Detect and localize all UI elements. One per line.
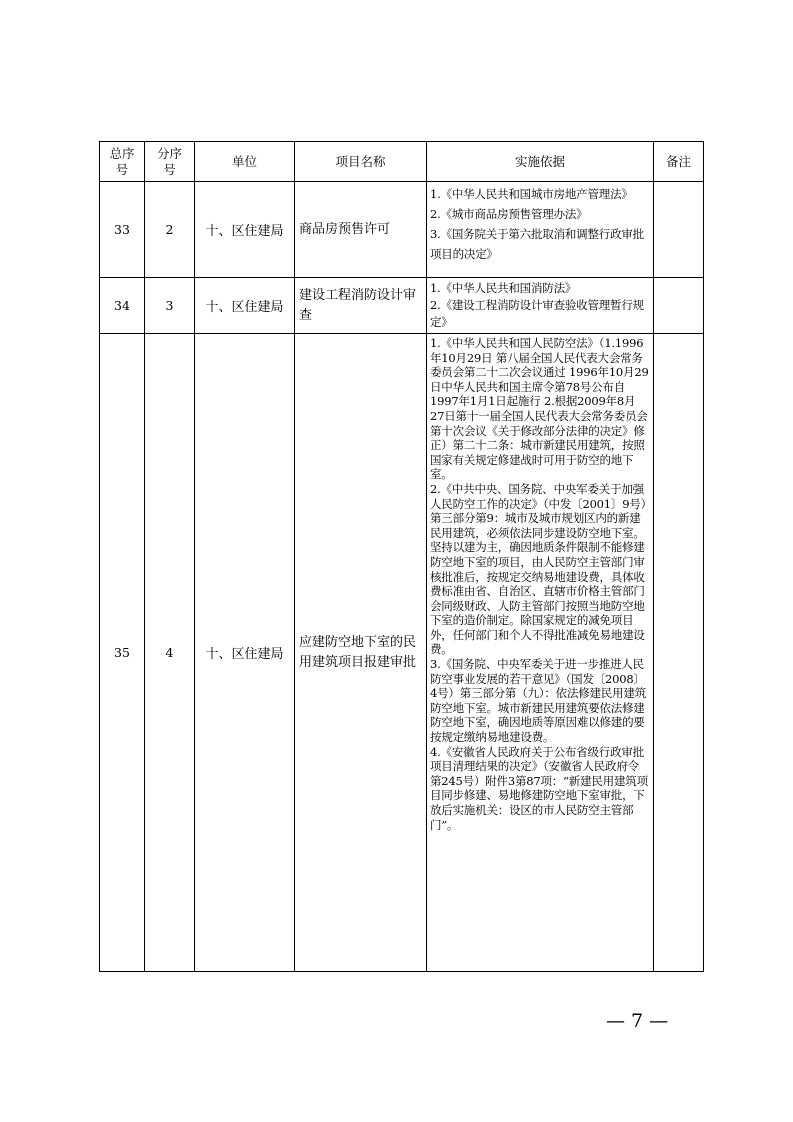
- total-no-cell: 34: [100, 278, 145, 334]
- remark-cell: [654, 182, 704, 278]
- header-remark: 备注: [654, 142, 704, 182]
- basis-cell: [427, 182, 654, 278]
- table-header-row: [100, 142, 704, 182]
- table-row: [100, 182, 704, 278]
- total-no-cell: 35: [100, 334, 145, 972]
- sub-no-cell: 2: [145, 182, 195, 278]
- page-number: — 7 —: [606, 1010, 669, 1032]
- basis-item: 1.《中华人民共和国消防法》: [430, 281, 577, 295]
- header-total-no: 总序号: [100, 142, 145, 182]
- basis-item: 1.《中华人民共和国人民防空法》（1.1996年10月29日 第八届全国人民代表大会常务委员会第二十二次会议通过 1996年10月29日中华人民共和国主席令第78号公布自1997年1月1日起施行 2.根据2009年8月27日第十一届全国人民代表大会常务委员会第十次会议《关于修改部分法律的决定》修正）第二十二条：城市新建民用建筑，按照国家有关规定修建战时可用于防空的地下室。: [430, 336, 649, 482]
- basis-item: 2.《中共中央、国务院、中央军委关于加强人民防空工作的决定》（中发〔2001〕9号）第三部分第9：城市及城市规划区内的新建民用建筑，必须依法同步建设防空地下室。坚持以建为主，确因地质条件限制不能修建防空地下室的项目，由人民防空主管部门审核批准后，按规定交纳易地建设费，具体收费标准由省、自治区、直辖市价格主管部门会同级财政、人防主管部门按照当地防空地下室的造价制定。除国家规定的减免项目外，任何部门和个人不得批准减免易地建设费。: [430, 481, 647, 657]
- unit-cell: 十、区住建局: [195, 334, 295, 972]
- project-name-cell: 应建防空地下室的民用建筑项目报建审批: [295, 334, 427, 972]
- basis-item: 2.《城市商品房预售管理办法》: [430, 207, 588, 221]
- header-basis: 实施依据: [427, 142, 654, 182]
- basis-item: 3.《国务院关于第六批取消和调整行政审批项目的决定》: [430, 227, 644, 261]
- basis-item: 3.《国务院、中央军委关于进一步推进人民防空事业发展的若干意见》（国发〔2008〕4号）第三部分第（九）：依法修建民用建筑防空地下室。城市新建民用建筑要依法修建防空地下室，确因地质等原因难以修建的要按规定缴纳易地建设费。: [430, 657, 647, 745]
- project-name-cell: 商品房预售许可: [295, 182, 427, 278]
- unit-cell: 十、区住建局: [195, 182, 295, 278]
- project-name-cell: 建设工程消防设计审查: [295, 278, 427, 334]
- table-row: [100, 278, 704, 334]
- basis-cell: [427, 278, 654, 334]
- basis-item: 1.《中华人民共和国城市房地产管理法》: [430, 187, 633, 201]
- table-row: [100, 334, 704, 972]
- unit-cell: 十、区住建局: [195, 278, 295, 334]
- basis-cell: [427, 334, 654, 972]
- remark-cell: [654, 334, 704, 972]
- remark-cell: [654, 278, 704, 334]
- header-unit: 单位: [195, 142, 295, 182]
- sub-no-cell: 3: [145, 278, 195, 334]
- basis-item: 2.《建设工程消防设计审查验收管理暂行规定》: [430, 298, 644, 329]
- approval-items-table: [99, 141, 704, 972]
- header-project-name: 项目名称: [295, 142, 427, 182]
- header-sub-no: 分序号: [145, 142, 195, 182]
- basis-item: 4.《安徽省人民政府关于公布省级行政审批项目清理结果的决定》（安徽省人民政府令第245号）附件3第87项：“新建民用建筑项目同步修建、易地修建防空地下室审批，下放后实施机关：设区的市人民防空主管部门”。: [430, 744, 648, 832]
- sub-no-cell: 4: [145, 334, 195, 972]
- total-no-cell: 33: [100, 182, 145, 278]
